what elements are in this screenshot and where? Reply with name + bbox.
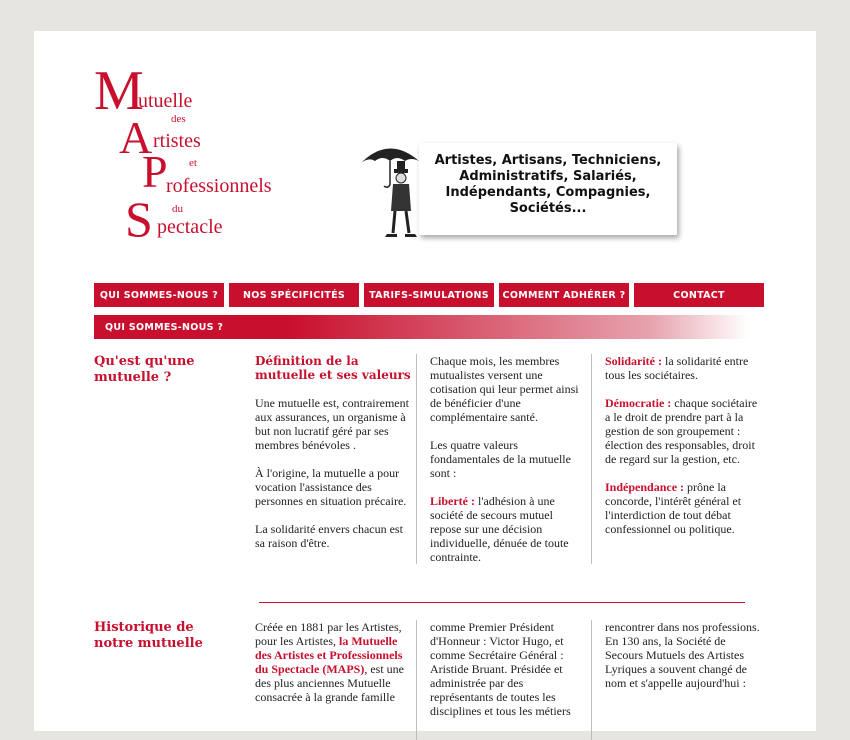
section1-column-2: [430, 354, 586, 578]
maps-logo[interactable]: [94, 60, 294, 247]
logo-letter-s: S: [125, 191, 153, 247]
logo-word-et: et: [189, 157, 197, 169]
paragraph: comme Premier Président d'Honneur : Victor Hugo, et comme Secrétaire Général : Aristide Bruant. Présidée et administrée par des représentants de toutes les disciplines et tous les métiers: [430, 620, 571, 718]
value-label-solidarite: Solidarité :: [605, 354, 662, 368]
section2-column-3: [605, 620, 761, 704]
umbrella-figure-icon: [359, 141, 421, 239]
paragraph: [430, 494, 586, 564]
section1-column-3: [605, 354, 761, 550]
history-text: Créée en 1881 par les Artistes, pour les Artistes,: [255, 620, 402, 648]
value-text: chaque sociétaire a le droit de prendre part à la gestion de son groupement : élection des responsables, droit de regard sur la gestion, etc.: [605, 396, 758, 466]
logo-word-du: du: [172, 203, 183, 215]
page-container: [34, 31, 816, 731]
nav-qui-sommes-nous[interactable]: QUI SOMMES-NOUS ?: [94, 283, 224, 307]
paragraph: [605, 396, 761, 466]
paragraph: [255, 620, 411, 704]
paragraph: Chaque mois, les membres mutualistes versent une cotisation qui leur permet ainsi de bénéficier d'une complémentaire santé.: [430, 354, 579, 424]
paragraph: Une mutuelle est, contrairement aux assurances, un organisme à but non lucratif géré par ses membres bénévoles .: [255, 396, 409, 452]
nav-contact[interactable]: CONTACT: [634, 283, 764, 307]
logo-word-spectacle: pectacle: [157, 216, 223, 238]
paragraph: [605, 354, 761, 382]
paragraph: La solidarité envers chacun est sa raison d'être.: [255, 522, 403, 550]
section-title-bar: QUI SOMMES-NOUS ?: [94, 315, 749, 339]
value-label-democratie: Démocratie :: [605, 396, 672, 410]
banner-line: Artistes, Artisans, Techniciens,: [434, 153, 662, 168]
section1-column-1: [255, 354, 411, 564]
column-divider: [591, 620, 592, 740]
section2-column-2: [430, 620, 586, 732]
nav-nos-specificites[interactable]: NOS SPÉCIFICITÉS: [229, 283, 359, 307]
banner-text: [419, 153, 677, 217]
logo-word-artistes: rtistes: [153, 130, 201, 152]
definition-title: Définition de la mutuelle et ses valeurs: [255, 354, 411, 382]
column-divider: [416, 354, 417, 564]
nav-tarifs-simulations[interactable]: TARIFS-SIMULATIONS: [364, 283, 494, 307]
paragraph: À l'origine, la mutuelle a pour vocation l'assistance des personnes en situation précaire.: [255, 466, 407, 508]
logo-word-mutuelle: utuelle: [138, 90, 193, 112]
column-divider: [416, 620, 417, 740]
section-heading-mutuelle: Qu'est qu'une mutuelle ?: [94, 354, 195, 385]
logo-letter-m: M: [94, 60, 144, 122]
value-text: l'adhésion à une société de secours mutuel repose sur une décision individuelle, dénuée de toute contrainte.: [430, 494, 569, 564]
banner-card: [419, 143, 677, 235]
maps-name-highlight: la Mutuelle des Artistes et Professionnels du Spectacle (MAPS): [255, 634, 403, 676]
banner-line: Administratifs, Salariés,: [459, 169, 637, 184]
logo-word-des: des: [171, 113, 186, 125]
banner-line: Sociétés...: [509, 201, 587, 216]
paragraph: [605, 480, 761, 536]
banner-line: Indépendants, Compagnies,: [445, 185, 651, 200]
section2-column-1: [255, 620, 411, 718]
logo-word-professionnels: rofessionnels: [166, 175, 272, 197]
value-label-liberte: Liberté :: [430, 494, 475, 508]
paragraph: Les quatre valeurs fondamentales de la mutuelle sont :: [430, 438, 571, 480]
section-heading-historique: Historique de notre mutuelle: [94, 620, 203, 651]
history-text: , est une des plus anciennes Mutuelle consacrée à la grande famille: [255, 662, 404, 704]
logo-letter-p: P: [142, 146, 168, 197]
paragraph: rencontrer dans nos professions. En 130 ans, la Société de Secours Mutuels des Artistes Lyriques a souvent changé de nom et s'appelle aujourd'hui :: [605, 620, 760, 690]
logo-letter-a: A: [119, 112, 153, 163]
header-banner: [359, 141, 679, 239]
value-text: la solidarité entre tous les sociétaires.: [605, 354, 749, 382]
column-divider: [591, 354, 592, 564]
value-text: prône la concorde, l'intérêt général et l'interdiction de tout débat confessionnel ou politique.: [605, 480, 742, 536]
value-label-independance: Indépendance :: [605, 480, 685, 494]
nav-comment-adherer[interactable]: COMMENT ADHÉRER ?: [499, 283, 629, 307]
section-divider: [259, 602, 745, 603]
